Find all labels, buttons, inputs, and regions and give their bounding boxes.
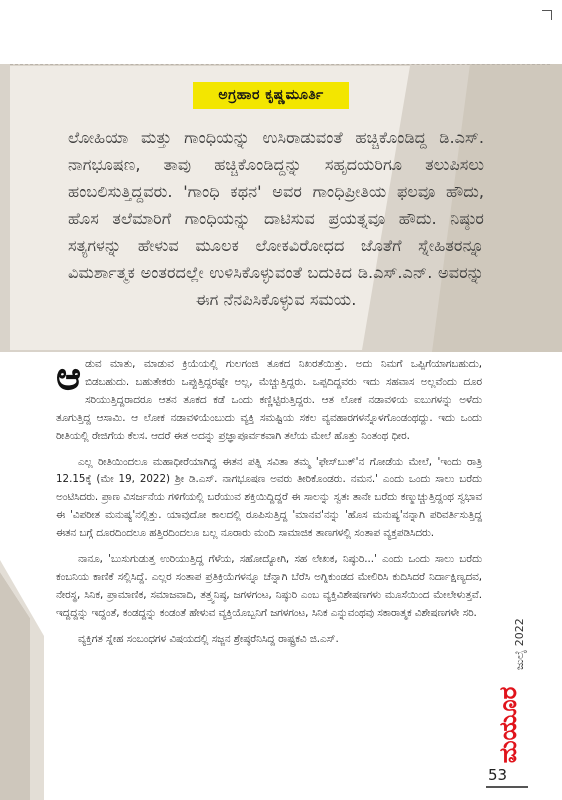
issue-date: ಜುಲೈ 2022 <box>513 618 526 670</box>
magazine-sidebar <box>486 612 536 772</box>
drop-cap: ಆ <box>56 354 82 398</box>
magazine-logo <box>486 680 536 770</box>
paragraph-1 <box>56 356 482 446</box>
top-margin <box>0 0 562 64</box>
page-number: 53 <box>488 766 508 784</box>
crop-mark <box>542 10 552 20</box>
author-name: ಅಗ್ರಹಾರ ಕೃಷ್ಣಮೂರ್ತಿ <box>193 82 349 109</box>
paragraph-1-text: ಡುವ ಮಾತು, ಮಾಡುವ ಕ್ರಿಯೆಯಲ್ಲಿ ಗುಲಗಂಜಿ ತೂಕದ ನಿಖರತೆಯಿತ್ತು. ಅದು ನಿಮಗೆ ಒಪ್ಪಿಗೆಯಾಗಬಹುದು, ಬಿಡಬಹುದು. ಬಹುತೇಕರು ಒಪ್ಪುತ್ತಿದ್ದರಷ್ಟೇ ಅಲ್ಲ, ಮೆಚ್ಚುತ್ತಿದ್ದರು. ಒಪ್ಪದಿದ್ದವರು ಇದು ಸಹವಾಸ ಅಲ್ಲವೆಂದು ದೂರ ಸರಿಯುತ್ತಿದ್ದರಾದರೂ ಆತನ ತೂಕದ ಕಡೆ ಒಂದು ಕಣ್ಣಿಟ್ಟಿರುತ್ತಿದ್ದರು. ಆತ ಲೋಕ ನಡಾವಳಿಯ ಐಬುಗಳನ್ನು ಅಳೆದು ತೂಗುತ್ತಿದ್ದ ಆಸಾಮಿ. ಆ ಲೋಕ ನಡಾವಳಿಯೆಂಬುದು ವ್ಯಕ್ತಿ ಸಮಷ್ಟಿಯ ಸಕಲ ವ್ಯವಹಾರಗಳನ್ನೊಳಗೊಂಡಂಥದ್ದು. ಇದು ಒಂದು ರೀತಿಯಲ್ಲಿ ರೇಜಿಗೆಯ ಕೆಲಸ. ಆದರೆ ಈತ ಅದನ್ನು ಪ್ರಜ್ಞಾಪೂರ್ವಕವಾಗಿ ತಲೆಯ ಮೇಲೆ ಹೊತ್ತು ನಿಂತಂಥ ಧೀರ. <box>56 358 482 442</box>
article-body <box>56 356 482 657</box>
paragraph-4: ವ್ಯಕ್ತಿಗತ ಸ್ನೇಹ ಸಂಬಂಧಗಳ ವಿಷಯದಲ್ಲಿ ಸಜ್ಜನ ಶ್ರೇಷ್ಠರೆನಿಸಿದ್ದ ರಾಷ್ಟ್ರಕವಿ ಜಿ.ಎಸ್. <box>78 632 339 645</box>
paragraph-3: ನಾನೂ, 'ಬುಸುಗುಡುತ್ತ ಉರಿಯುತ್ತಿದ್ದ ಗೆಳೆಯ, ಸಹೋದ್ಯೋಗಿ, ಸಹ ಲೇಖಕ, ನಿಷ್ಠುರಿ...' ಎಂದು ಒಂದು ಸಾಲು ಬರೆದು ಕಂಬನಿಯ ಕಾಣಿಕೆ ಸಲ್ಲಿಸಿದ್ದೆ. ಎಲ್ಲರ ಸಂತಾಪ ಪ್ರತಿಕ್ರಿಯೆಗಳನ್ನೂ ಚೆನ್ನಾಗಿ ಬೆರೆಸಿ ಅಗ್ನಿಕುಂಡದ ಮೇಲಿರಿಸಿ ಕುದಿಸಿದರೆ ನಿರ್ದಾಕ್ಷಿಣ್ಯದವ, ನೇರಸ್ಥ, ಸಿನಿಕ, ಪ್ರಾಮಾಣಿಕ, ಸಮಾಜವಾದಿ, ತತ್ತ್ವನಿಷ್ಠ, ಜಗಳಗಂಟ, ನಿಷ್ಠುರಿ ಎಂಬ ವ್ಯಕ್ತಿವಿಶೇಷಣಗಳು ಮೂಸೆಯಿಂದ ಮೇಲೇಳುತ್ತವೆ. ಇದ್ದದ್ದನ್ನು ಇದ್ದಂತೆ, ಕಂಡದ್ದನ್ನು ಕಂಡಂತೆ ಹೇಳುವ ವ್ಯಕ್ತಿಯೊಬ್ಬನಿಗೆ ಜಗಳಗಂಟ, ಸಿನಿಕ ಎನ್ನುವಂಥವು ಸಕಾರಾತ್ಮಕ ವಿಶೇಷಣಗಳೇ ಸರಿ. <box>56 553 482 619</box>
logo-wordmark: ಮಯೂರ <box>494 686 522 764</box>
page-number-rule <box>486 786 528 788</box>
paragraph-2: ಎಲ್ಲ ರೀತಿಯಿಂದಲೂ ಮಹಾಧೀರೆಯಾಗಿದ್ದ ಈತನ ಪತ್ನಿ ಸವಿತಾ ತಮ್ಮ 'ಫೇಸ್‌ಬುಕ್'ನ ಗೋಡೆಯ ಮೇಲೆ, 'ಇಂದು ರಾತ್ರಿ 12.15ಕ್ಕೆ (ಮೇ 19, 2022) ಶ್ರೀ ಡಿ.ಎಸ್. ನಾಗಭೂಷಣ ಅವರು ತೀರಿಕೊಂಡರು. ನಮನ.' ಎಂದು ಒಂದು ಸಾಲು ಬರೆದು ಅಂಟಿಸಿದರು. ಪ್ರಾಣ ವಿಸರ್ಜನೆಯ ಗಳಿಗೆಯಲ್ಲಿ ಬರೆಯುವ ಶಕ್ತಿಯಿದ್ದಿದ್ದರೆ ಈ ಸಾಲನ್ನು ಸ್ವತಃ ತಾನೇ ಬರೆದು ಕಣ್ಮುಚ್ಚುತ್ತಿದ್ದಂಥ ಸ್ವಭಾವ ಈ 'ವಿಪರೀತ ಮನುಷ್ಯ'ನಲ್ಲಿತ್ತು. ಯಾವುದೋ ಕಾಲದಲ್ಲಿ ರೂಪಿಸುತ್ತಿದ್ದ 'ಮಾನವ'ನನ್ನು 'ಹೊಸ ಮನುಷ್ಯ'ನನ್ನಾಗಿ ಪರಿವರ್ತಿಸುತ್ತಿದ್ದ ಈತನ ಬಗ್ಗೆ ದೂರದಿಂದಲೂ ಹತ್ತಿರದಿಂದಲೂ ಬಲ್ಲ ನೂರಾರು ಮಂದಿ ಸಾಮಾಜಿಕ ತಾಣಗಳಲ್ಲಿ ಸಂತಾಪ ವ್ಯಕ್ತಪಡಿಸಿದರು. <box>56 455 482 540</box>
article-intro: ಲೋಹಿಯಾ ಮತ್ತು ಗಾಂಧಿಯನ್ನು ಉಸಿರಾಡುವಂತೆ ಹಚ್ಚಿಕೊಂಡಿದ್ದ ಡಿ.ಎಸ್. ನಾಗಭೂಷಣ, ತಾವು ಹಚ್ಚಿಕೊಂಡಿದ್ದನ್ನು ಸಹೃದಯರಿಗೂ ತಲುಪಿಸಲು ಹಂಬಲಿಸುತ್ತಿದ್ದವರು. 'ಗಾಂಧಿ ಕಥನ' ಅವರ ಗಾಂಧಿಪ್ರೀತಿಯ ಫಲವೂ ಹೌದು, ಹೊಸ ತಲೆಮಾರಿಗೆ ಗಾಂಧಿಯನ್ನು ದಾಟಿಸುವ ಪ್ರಯತ್ನವೂ ಹೌದು. ನಿಷ್ಠುರ ಸತ್ಯಗಳನ್ನು ಹೇಳುವ ಮೂಲಕ ಲೋಕವಿರೋಧದ ಜೊತೆಗೆ ಸ್ನೇಹಿತರನ್ನೂ ವಿಮರ್ಶಾತ್ಮಕ ಅಂತರದಲ್ಲೇ ಉಳಿಸಿಕೊಳ್ಳುವಂತೆ ಬದುಕಿದ ಡಿ.ಎಸ್.ಎನ್. ಅವರನ್ನು ಈಗ ನೆನಪಿಸಿಕೊಳ್ಳುವ ಸಮಯ. <box>68 128 484 309</box>
